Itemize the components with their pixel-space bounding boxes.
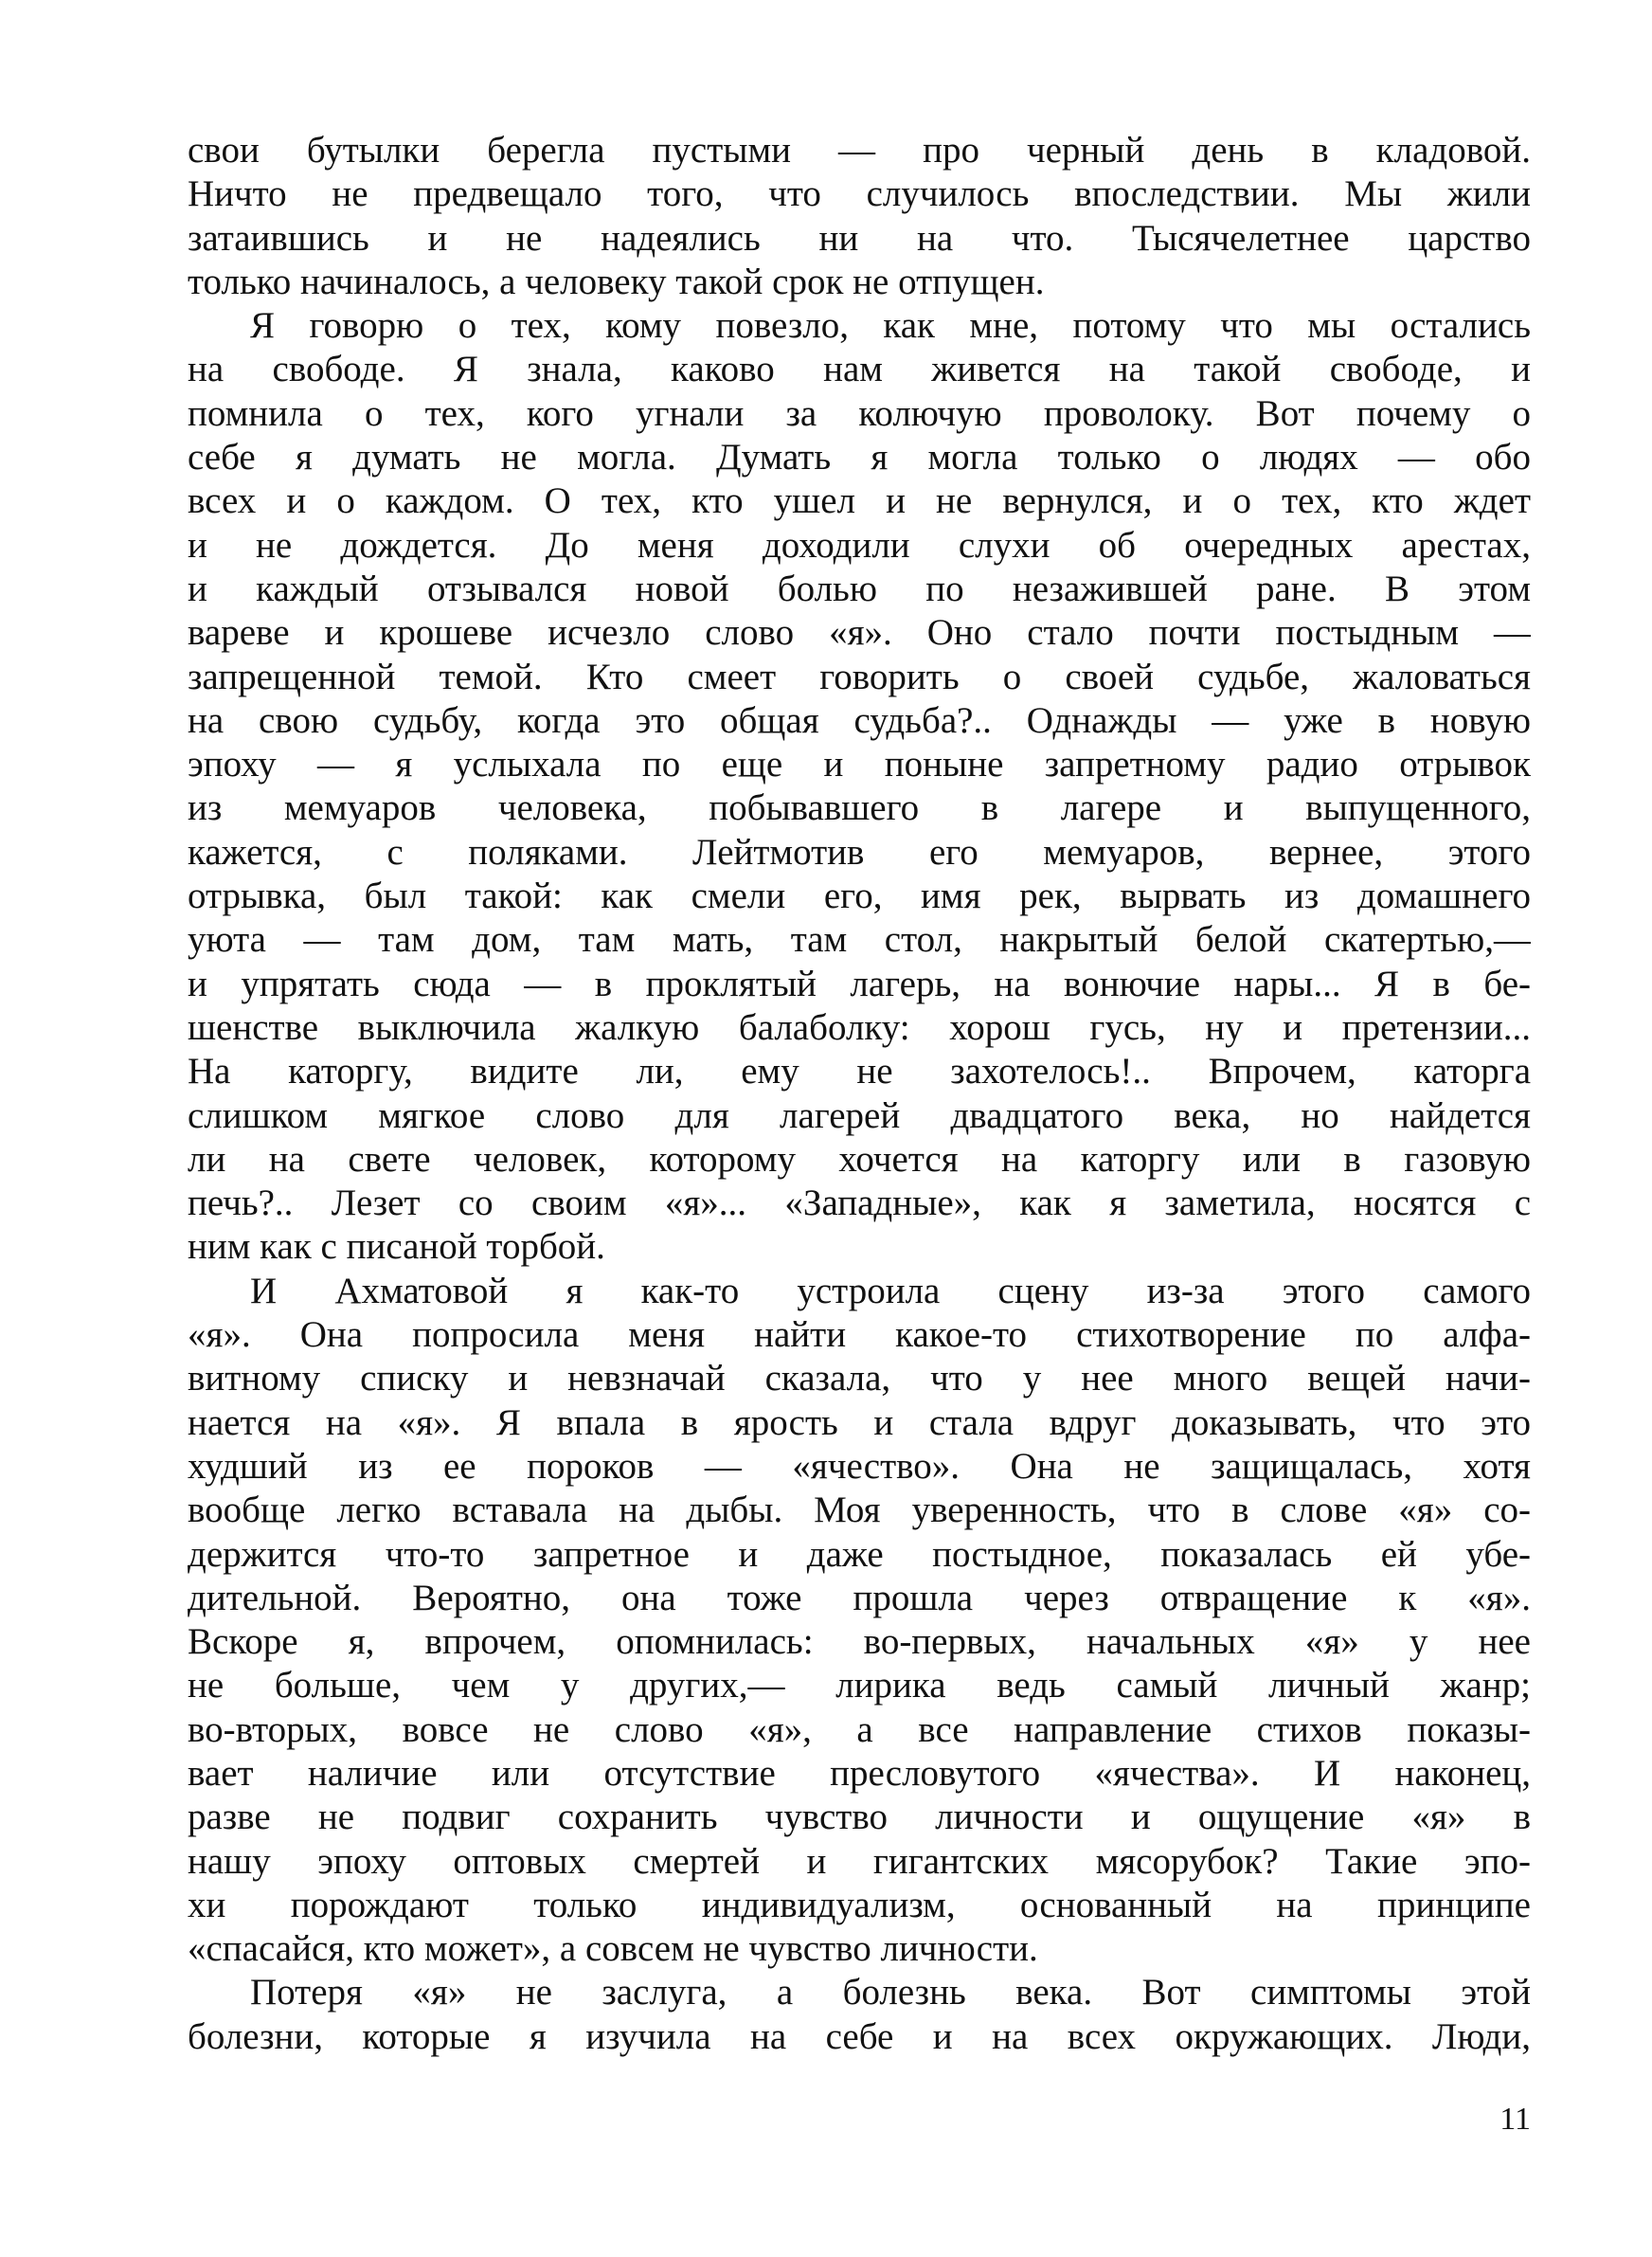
- text-line: шенстве выключила жалкую балаболку: хорош гусь, ну и претензии...: [188, 1006, 1531, 1048]
- text-line: уюта — там дом, там мать, там стол, накрытый белой скатертью,—: [188, 919, 1531, 961]
- text-line: затаившись и не надеялись ни на что. Тысячелетнее царство: [188, 217, 1531, 259]
- body-text: [188, 129, 1531, 2059]
- text-line: на свою судьбу, когда это общая судьба?.. Однажды — уже в новую: [188, 699, 1531, 741]
- text-line: и не дождется. До меня доходили слухи об очередных арестах,: [188, 524, 1531, 566]
- text-line: нашу эпоху оптовых смертей и гигантских мясорубок? Такие эпо-: [188, 1840, 1531, 1882]
- text-line: Потеря «я» не заслуга, а болезнь века. Вот симптомы этой: [250, 1972, 1531, 2013]
- text-line: всех и о каждом. О тех, кто ушел и не вернулся, и о тех, кто ждет: [188, 480, 1531, 522]
- text-line: витному списку и невзначай сказала, что у нее много вещей начи-: [188, 1358, 1531, 1399]
- text-line: «я». Она попросила меня найти какое-то стихотворение по алфа-: [188, 1314, 1531, 1356]
- paragraph: [188, 129, 1531, 304]
- text-line: держится что-то запретное и даже постыдное, показалась ей убе-: [188, 1533, 1531, 1575]
- text-line: «спасайся, кто может», а совсем не чувство личности.: [188, 1928, 1038, 1970]
- text-line: эпоху — я услыхала по еще и поныне запретному радио отрывок: [188, 744, 1531, 785]
- text-line: запрещенной темой. Кто смеет говорить о своей судьбе, жаловаться: [188, 656, 1531, 697]
- text-line: из мемуаров человека, побывавшего в лагере и выпущенного,: [188, 787, 1531, 829]
- text-line: вообще легко вставала на дыбы. Моя уверенность, что в слове «я» со-: [188, 1490, 1531, 1531]
- text-line: На каторгу, видите ли, ему не захотелось!.. Впрочем, каторга: [188, 1051, 1531, 1092]
- text-line: слишком мягкое слово для лагерей двадцатого века, но найдется: [188, 1094, 1531, 1136]
- text-line: Ничто не предвещало того, что случилось впоследствии. Мы жили: [188, 173, 1531, 215]
- text-line: свои бутылки берегла пустыми — про черный день в кладовой.: [188, 130, 1531, 171]
- text-line: вареве и крошеве исчезло слово «я». Оно стало почти постыдным —: [188, 612, 1531, 654]
- text-line: худший из ее пороков — «ячество». Она не защищалась, хотя: [188, 1445, 1531, 1487]
- text-line: печь?.. Лезет со своим «я»... «Западные», как я заметила, носятся с: [188, 1183, 1531, 1224]
- text-line: во-вторых, вовсе не слово «я», а все направление стихов показы-: [188, 1708, 1531, 1750]
- text-line: отрывка, был такой: как смели его, имя рек, вырвать из домашнего: [188, 876, 1531, 917]
- text-line: только начиналось, а человеку такой срок не отпущен.: [188, 261, 1045, 302]
- text-line: болезни, которые я изучила на себе и на всех окружающих. Люди,: [188, 2015, 1531, 2057]
- text-line: разве не подвиг сохранить чувство личности и ощущение «я» в: [188, 1797, 1531, 1838]
- text-line: ним как с писаной торбой.: [188, 1226, 605, 1268]
- text-line: дительной. Вероятно, она тоже прошла через отвращение к «я».: [188, 1577, 1531, 1618]
- text-line: Вскоре я, впрочем, опомнилась: во-первых, начальных «я» у нее: [188, 1621, 1531, 1663]
- text-line: и упрятать сюда — в проклятый лагерь, на вонючие нары... Я в бе-: [188, 963, 1531, 1004]
- text-line: нается на «я». Я впала в ярость и стала вдруг доказывать, что это: [188, 1401, 1531, 1443]
- text-line: помнила о тех, кого угнали за колючую проволоку. Вот почему о: [188, 392, 1531, 434]
- text-line: вает наличие или отсутствие пресловутого «ячества». И наконец,: [188, 1752, 1531, 1794]
- text-line: И Ахматовой я как-то устроила сцену из-за этого самого: [250, 1270, 1531, 1311]
- text-line: себе я думать не могла. Думать я могла только о людях — обо: [188, 437, 1531, 478]
- text-line: хи порождают только индивидуализм, основанный на принципе: [188, 1884, 1531, 1925]
- text-line: кажется, с поляками. Лейтмотив его мемуаров, вернее, этого: [188, 831, 1531, 873]
- text-line: на свободе. Я знала, каково нам живется на такой свободе, и: [188, 349, 1531, 390]
- page-number: 11: [1499, 2102, 1531, 2137]
- paragraph: [188, 1270, 1531, 1972]
- paragraph: [188, 1971, 1531, 2059]
- text-line: Я говорю о тех, кому повезло, как мне, потому что мы остались: [250, 305, 1531, 347]
- text-line: не больше, чем у других,— лирика ведь самый личный жанр;: [188, 1665, 1531, 1706]
- text-line: ли на свете человек, которому хочется на каторгу или в газовую: [188, 1138, 1531, 1180]
- text-line: и каждый отзывался новой болью по незажившей ране. В этом: [188, 568, 1531, 609]
- paragraph: [188, 304, 1531, 1270]
